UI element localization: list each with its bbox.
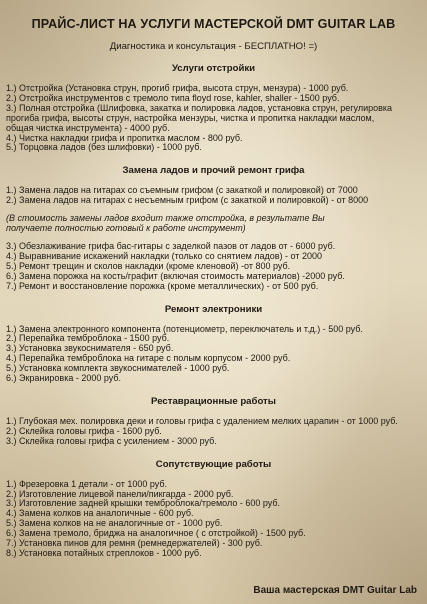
- section-title-tuning: Услуги отстройки: [171, 63, 256, 74]
- list-item: 5.) Замена колков на не аналогичные от - 1000 руб.: [6, 518, 223, 529]
- list-item: 2.) Отстройка инструментов с тремоло типа floyd rose, kahler, shaller - 1500 руб.: [6, 92, 340, 103]
- note-line: (В стоимость замены ладов входит также отстройка, в результате Вы: [6, 213, 325, 224]
- list-item: 6.) Экранировка - 2000 руб.: [6, 373, 122, 384]
- list-item: 3.) Изготовление задней крышки темброблока/тремоло - 600 руб.: [6, 498, 281, 509]
- fret-replacement-note: [6, 214, 421, 234]
- list-item: 3.) Склейка головы грифа с усилением - 3000 руб.: [6, 435, 217, 446]
- list-item: 2.) Замена ладов на гитарах с несъемным грифом (с закаткой и полировкой) - от 8000: [6, 195, 369, 206]
- list-item: 4.) Замена колков на аналогичные - 600 руб.: [6, 508, 194, 519]
- section-tuning-list: [6, 84, 421, 153]
- list-item: 1.) Фрезеровка 1 детали - от 1000 руб.: [6, 478, 168, 489]
- section-title-electronics: Ремонт электроники: [164, 303, 263, 315]
- section-related-list: [6, 480, 421, 559]
- page-title: ПРАЙС-ЛИСТ НА УСЛУГИ МАСТЕРСКОЙ DMT GUITAR LAB: [31, 17, 396, 31]
- note-line: получаете полностью готовый к работе инструмент): [6, 223, 246, 234]
- workshop-signature: Ваша мастерская DMT Guitar Lab: [253, 585, 417, 596]
- list-item: 4.) Выравнивание искажений накладки (только со снятием ладов) - от 2000: [6, 250, 323, 261]
- list-item: 1.) Замена ладов на гитарах со съемным грифом (с закаткой и полировкой) от 7000: [6, 185, 358, 196]
- list-item: 8.) Установка потайных стреплоков - 1000 руб.: [6, 548, 202, 558]
- list-item: 2.) Изготовление лицевой панели/пикгарда - 2000 руб.: [6, 488, 234, 499]
- list-item: 4.) Перепайка темброблока на гитаре с полым корпусом - 2000 руб.: [6, 353, 291, 364]
- list-item: 2.) Склейка головы грифа - 1600 руб.: [6, 425, 162, 436]
- list-item: 6.) Замена порожка на кость/графит (включая стоимость материалов) -2000 руб.: [6, 270, 345, 281]
- list-item: 3.) Полная отстройка (Шлифовка, закатка и полировка ладов, установка струн, регулировка: [6, 102, 393, 113]
- list-item: 4.) Чистка накладки грифа и пропитка маслом - 800 руб.: [6, 132, 243, 143]
- section-title-related: Сопутствующие работы: [155, 458, 272, 470]
- section-electronics-list: [6, 325, 421, 384]
- list-item: 6.) Замена тремоло, бриджа на аналогичное ( с отстройкой) - 1500 руб.: [6, 528, 306, 539]
- list-item: 5.) Ремонт трещин и сколов накладки (кроме кленовой) -от 800 руб.: [6, 260, 291, 271]
- list-item: 7.) Ремонт и восстановление порожка (кроме металлических) - от 500 руб.: [6, 280, 319, 291]
- list-item: прогиба грифа, высоты струн, настройка мензуры, чистка и пропитка накладки маслом,: [6, 112, 375, 123]
- list-item: 1.) Глубокая мех. полировка деки и головы грифа с удалением мелких царапин - от 1000 руб.: [6, 415, 398, 426]
- list-item: 3.) Обезлаживание грифа бас-гитары с заделкой пазов от ладов от - 6000 руб.: [6, 240, 336, 251]
- list-item: 5.) Торцовка ладов (без шлифовки) - 1000 руб.: [6, 142, 202, 153]
- section-restoration-list: [6, 417, 421, 447]
- list-item: 1.) Замена электронного компонента (потенциометр, переключатель и т.д.) - 500 руб.: [6, 323, 363, 334]
- list-item: 2.) Перепайка темброблока - 1500 руб.: [6, 333, 170, 344]
- list-item: общая чистка инструмента) - 4000 руб.: [6, 122, 170, 133]
- section-title-frets: Замена ладов и прочий ремонт грифа: [122, 165, 305, 177]
- section-title-restoration: Реставрационные работы: [151, 395, 276, 407]
- list-item: 7.) Установка пинов для ремня (ремнедержателей) - 300 руб.: [6, 538, 263, 549]
- list-item: 5.) Установка комплекта звукоснимателей - 1000 руб.: [6, 363, 230, 374]
- consultation-note: Диагностика и консультация - БЕСПЛАТНО! =): [109, 41, 318, 52]
- section-frets-list: [6, 186, 421, 206]
- section-frets-list-2: [6, 242, 421, 292]
- list-item: 1.) Отстройка (Установка струн, прогиб грифа, высота струн, мензура) - 1000 руб.: [6, 83, 349, 93]
- list-item: 3.) Установка звукоснимателя - 650 руб.: [6, 343, 174, 354]
